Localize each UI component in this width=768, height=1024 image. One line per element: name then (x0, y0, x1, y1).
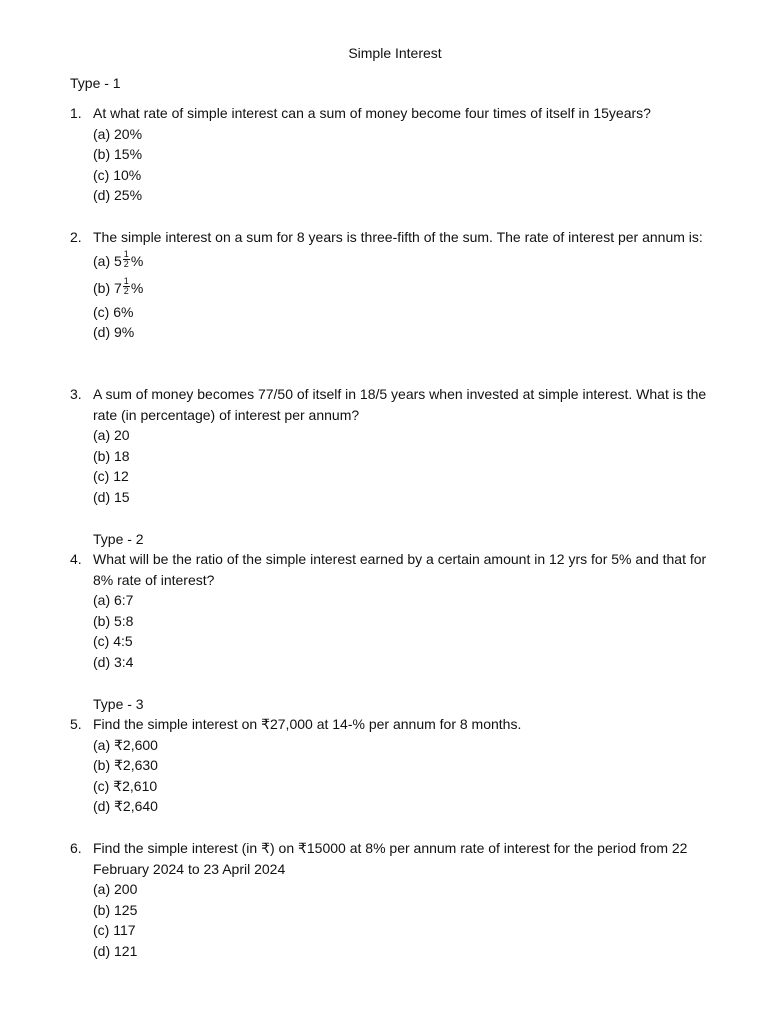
question-number: 1. (70, 105, 82, 121)
option-c: (c) 10% (93, 166, 142, 183)
page-title: Simple Interest (348, 45, 442, 61)
question-text: Find the simple interest (in ₹) on ₹15000 at 8% per annum rate of interest for the period from 22 February 2024 to 23 April 2024 (93, 840, 688, 877)
question-text: A sum of money becomes 77/50 of itself in 18/5 years when invested at simple interest. What is the rate (in percentage) of interest per annum? (93, 386, 707, 423)
type-3-heading: Type - 3 (93, 696, 144, 712)
option-b: (b) 15% (93, 146, 143, 163)
question-5 (70, 714, 730, 817)
percent-sign: % (130, 252, 144, 269)
option-label: (b) (93, 279, 114, 296)
fraction-denominator: 2 (123, 259, 129, 270)
option-d: (d) 9% (93, 324, 135, 341)
option-a: (a) ₹2,600 (93, 736, 158, 753)
fraction-numerator: 1 (123, 249, 129, 260)
question-number: 4. (70, 551, 82, 567)
option-a: (a) 200 (93, 881, 138, 898)
question-3 (70, 384, 730, 508)
mixed-number-whole: 7 (114, 279, 122, 296)
fraction-numerator: 1 (123, 276, 129, 287)
option-a: (a) 20 (93, 427, 130, 444)
question-1 (70, 103, 730, 206)
option-a: (a) 6:7 (93, 592, 134, 609)
option-d: (d) 15 (93, 488, 130, 505)
option-b: (b) ₹2,630 (93, 757, 158, 774)
fraction-denominator: 2 (123, 286, 129, 297)
question-6 (70, 838, 730, 962)
question-4 (70, 549, 730, 673)
option-c: (c) 12 (93, 468, 129, 485)
question-number: 5. (70, 716, 82, 732)
question-text: At what rate of simple interest can a sum of money become four times of itself in 15years? (93, 105, 651, 121)
fraction (123, 277, 130, 296)
option-c: (c) 117 (93, 922, 136, 939)
option-d: (d) 3:4 (93, 653, 134, 670)
option-label: (a) (93, 252, 114, 269)
option-a: (a) 20% (93, 125, 143, 142)
type-2-heading: Type - 2 (93, 531, 144, 547)
percent-sign: % (130, 279, 144, 296)
question-2 (70, 227, 730, 343)
option-a (93, 248, 730, 275)
option-b (93, 275, 730, 302)
option-d: (d) 121 (93, 942, 138, 959)
fraction (123, 250, 130, 269)
option-b: (b) 18 (93, 447, 130, 464)
mixed-number-whole: 5 (114, 252, 122, 269)
option-c: (c) ₹2,610 (93, 777, 158, 794)
question-number: 2. (70, 229, 82, 245)
option-d: (d) 25% (93, 187, 143, 204)
question-text: Find the simple interest on ₹27,000 at 14-% per annum for 8 months. (93, 716, 522, 732)
question-number: 3. (70, 386, 82, 402)
option-b: (b) 125 (93, 901, 138, 918)
option-c: (c) 6% (93, 303, 134, 320)
question-number: 6. (70, 840, 82, 856)
option-b: (b) 5:8 (93, 612, 134, 629)
option-c: (c) 4:5 (93, 633, 133, 650)
question-text: What will be the ratio of the simple interest earned by a certain amount in 12 yrs for 5% and that for 8% rate of interest? (93, 551, 707, 588)
option-d: (d) ₹2,640 (93, 798, 158, 815)
type-1-heading: Type - 1 (70, 75, 121, 91)
question-text: The simple interest on a sum for 8 years is three-fifth of the sum. The rate of interest per annum is: (93, 229, 703, 245)
